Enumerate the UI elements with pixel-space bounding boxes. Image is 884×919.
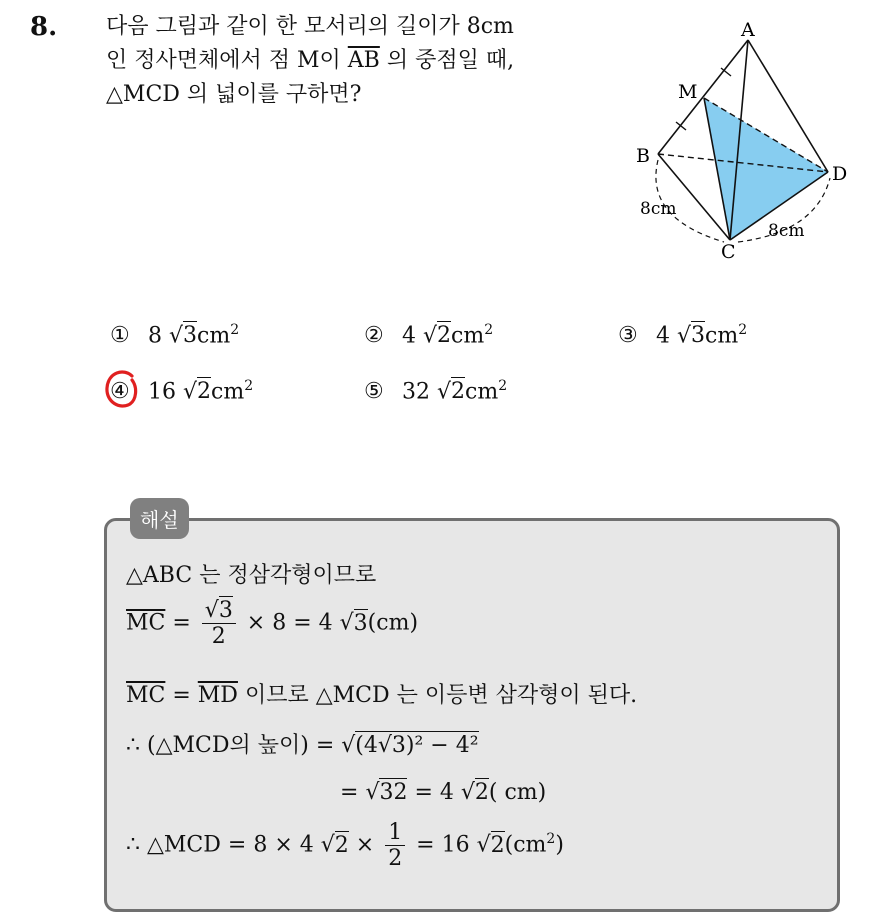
solution-line-5-unit: ( cm)	[488, 780, 547, 805]
choice-2-radicand: 2	[437, 323, 452, 349]
tetrahedron-figure	[620, 18, 850, 272]
question-line-2b: 의 중점일 때,	[379, 48, 515, 73]
segment-md-label: $\overline{MD}$	[197, 683, 238, 708]
choice-3-exp: 2	[738, 322, 748, 338]
question-line-1: 다음 그림과 같이 한 모서리의 길이가 8cm	[106, 14, 514, 39]
solution-line-5-a: =	[340, 780, 366, 805]
solution-line-6-unit: (cm	[504, 832, 547, 858]
solution-line-4-radicand: (4√3)² − 4²	[355, 733, 479, 758]
solution-line-4: ∴ (△MCD의 높이) = √(4√3)² − 4²	[126, 733, 479, 758]
segment-ab: $\overline{AB}$	[347, 48, 380, 73]
choice-2-coef: 4	[402, 323, 416, 349]
solution-line-6: ∴ △MCD = 8 × 4 √2 × $\frac{1}{2}$ = 16 $√2(cm^2)$	[126, 820, 564, 871]
triangle-mcd-fill	[704, 98, 828, 240]
solution-line-3-eq: =	[165, 683, 198, 708]
tetrahedron-svg	[620, 18, 850, 268]
solution-line-3	[126, 678, 637, 709]
answer-choices	[110, 322, 810, 434]
choice-2-number: ②	[364, 323, 384, 349]
solution-line-1: △ABC 는 정삼각형이므로	[126, 563, 377, 588]
edge-length-cd: 8cm	[768, 221, 805, 241]
solution-line-6-a: ∴ △MCD = 8 × 4	[126, 832, 314, 858]
choice-4[interactable]: ④ 16 $√2cm^2$	[110, 378, 253, 404]
solution-line-5: = √32 = 4 √2( cm)	[340, 780, 547, 805]
label-d: D	[832, 163, 848, 185]
label-c: C	[721, 241, 736, 263]
solution-line-2-radicand: 3	[353, 610, 368, 636]
choice-2[interactable]: ② 4 $√2cm^2$	[364, 322, 494, 349]
choice-1[interactable]: ① 8 $√3cm^2$	[110, 322, 240, 349]
choice-1-coef: 8	[148, 323, 162, 349]
solution-tag: 해설	[130, 498, 189, 539]
choice-2-unit: cm	[451, 323, 485, 349]
solution-line-5-b: = 4	[407, 780, 454, 805]
edge-length-bc: 8cm	[640, 199, 677, 219]
choice-1-exp: 2	[230, 322, 240, 338]
solution-line-2-unit: (cm)	[367, 610, 419, 636]
choice-3-number: ③	[618, 323, 638, 349]
choice-2-exp: 2	[484, 322, 494, 338]
choice-5-unit: cm	[465, 379, 499, 405]
question-line-2a: 인 정사면체에서 점 M이	[106, 48, 348, 73]
fraction-one-half	[385, 820, 405, 871]
choice-3-coef: 4	[656, 323, 670, 349]
segment-mc-label: $\overline{MC}$	[126, 610, 166, 636]
solution-line-5-radicand: 32	[379, 780, 408, 805]
segment-mc-label-2: $\overline{MC}$	[126, 683, 166, 708]
solution-line-6-c: = 16	[409, 832, 470, 858]
choice-5-coef: 32	[402, 379, 430, 405]
fraction-denominator: 2	[211, 624, 226, 649]
label-m: M	[678, 81, 698, 103]
fraction-one-half-numerator: 1	[385, 820, 405, 846]
choice-5-radicand: 2	[451, 379, 466, 405]
fraction-root3-over-2: $\frac{√3}{2}$	[202, 598, 236, 649]
choice-3[interactable]: ③ 4 $√3cm^2$	[618, 322, 748, 349]
choice-3-unit: cm	[705, 323, 739, 349]
question-line-2	[106, 44, 626, 78]
solution-line-6-radicand: 2	[334, 832, 349, 858]
solution-line-2: $\overline{MC}$ = $\frac{√3}{2}$ × 8 = 4 √3(cm)	[126, 598, 419, 649]
solution-line-2-rest: × 8 = 4	[239, 610, 333, 636]
solution-line-2-eq: =	[165, 610, 198, 636]
solution-line-6-close: )	[555, 832, 564, 858]
solution-line-6-exp: 2	[546, 831, 556, 848]
choice-4-coef: 16	[148, 379, 176, 405]
solution-line-4-a: ∴ (△MCD의 높이) =	[126, 733, 342, 758]
label-b: B	[636, 145, 650, 167]
solution-line-6-b: ×	[348, 832, 382, 858]
choice-5-exp: 2	[498, 378, 508, 394]
solution-line-5-radicand-2: 2	[474, 780, 489, 805]
solution-line-6-radicand-2: 2	[490, 832, 505, 858]
choice-row-2	[110, 378, 810, 434]
choice-1-unit: cm	[197, 323, 231, 349]
label-a: A	[741, 19, 755, 41]
choice-4-number: ④	[110, 379, 130, 405]
choice-1-number: ①	[110, 323, 130, 349]
choice-row-1	[110, 322, 810, 378]
fraction-numerator-radicand: 3	[218, 598, 233, 623]
question-text	[106, 10, 626, 112]
choice-5[interactable]: ⑤ 32 $√2cm^2$	[364, 378, 508, 405]
answer-circle-mark	[102, 368, 142, 412]
fraction-one-half-denominator: 2	[388, 846, 403, 871]
choice-4-unit: cm	[211, 379, 245, 405]
choice-4-radicand: 2	[197, 379, 212, 405]
choice-5-number: ⑤	[364, 379, 384, 405]
choice-1-radicand: 3	[183, 323, 198, 349]
choice-4-exp: 2	[244, 378, 254, 394]
question-line-3: △MCD 의 넓이를 구하면?	[106, 82, 362, 107]
question-number: 8.	[30, 12, 58, 42]
choice-3-radicand: 3	[691, 323, 706, 349]
solution-line-3-rest: 이므로 △MCD 는 이등변 삼각형이 된다.	[237, 683, 638, 708]
